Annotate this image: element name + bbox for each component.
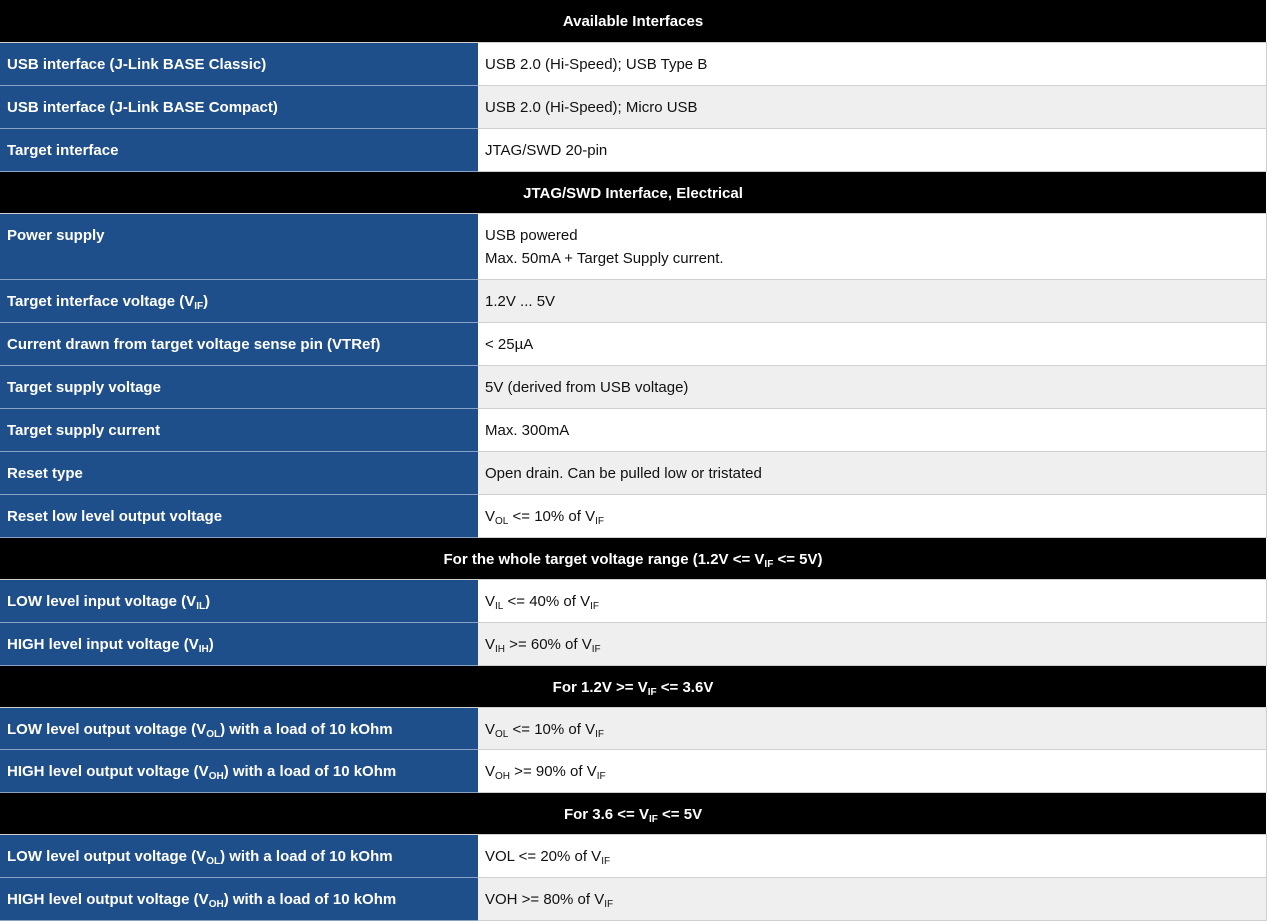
table-row <box>0 749 1266 792</box>
title-text: For 1.2V >= V <box>552 678 648 696</box>
section-header-jtag-swd-electrical <box>0 171 1266 213</box>
row-label: USB interface (J-Link BASE Classic) <box>0 42 478 85</box>
value-text: V <box>485 507 496 525</box>
table-row <box>0 85 1266 128</box>
title-subscript: IF <box>648 813 658 825</box>
value-subscript: IF <box>595 515 604 527</box>
row-label: Target supply voltage <box>0 365 478 408</box>
table-row <box>0 622 1266 665</box>
value-text: <= 10% of V <box>508 507 596 525</box>
row-label <box>0 622 478 665</box>
label-text: ) with a load of 10 kOhm <box>223 762 397 780</box>
label-subscript: IH <box>198 643 209 655</box>
section-title: JTAG/SWD Interface, Electrical <box>0 171 1266 213</box>
label-subscript: OH <box>208 770 224 782</box>
label-subscript: IF <box>194 300 204 312</box>
value-subscript: IF <box>604 898 614 910</box>
row-label: Target supply current <box>0 408 478 451</box>
row-label: Target interface <box>0 128 478 171</box>
value-text: V <box>485 762 496 780</box>
value-subscript: IF <box>590 600 599 612</box>
value-text: V <box>485 635 496 653</box>
value-subscript: IF <box>601 855 611 867</box>
row-label <box>0 834 478 877</box>
section-header-whole-voltage-range <box>0 537 1266 579</box>
row-value: USB 2.0 (Hi-Speed); USB Type B <box>478 42 1266 85</box>
table-row <box>0 408 1266 451</box>
label-text: ) <box>205 592 211 610</box>
row-label <box>0 279 478 322</box>
value-subscript: IF <box>596 770 606 782</box>
table-row <box>0 579 1266 622</box>
table-row <box>0 322 1266 365</box>
row-value: 1.2V ... 5V <box>478 279 1266 322</box>
label-subscript: IL <box>196 600 206 612</box>
row-label: Power supply <box>0 213 478 279</box>
value-text: >= 60% of V <box>505 635 592 653</box>
table-row <box>0 834 1266 877</box>
title-subscript: IF <box>764 558 774 570</box>
value-subscript: OH <box>495 770 511 782</box>
label-text: Target interface voltage (V <box>7 292 195 310</box>
value-text: >= 90% of V <box>510 762 597 780</box>
row-value: JTAG/SWD 20-pin <box>478 128 1266 171</box>
title-text: For the whole target voltage range (1.2V <= V <box>443 550 765 568</box>
row-value: USB 2.0 (Hi-Speed); Micro USB <box>478 85 1266 128</box>
title-text: <= 5V) <box>773 550 823 568</box>
label-text: HIGH level output voltage (V <box>7 890 209 908</box>
row-value <box>478 749 1266 792</box>
label-text: LOW level input voltage (V <box>7 592 197 610</box>
value-text: <= 10% of V <box>508 720 596 738</box>
table-row <box>0 128 1266 171</box>
label-text: ) with a load of 10 kOhm <box>220 847 393 865</box>
row-value: Max. 300mA <box>478 408 1266 451</box>
title-text: <= 5V <box>657 805 703 823</box>
label-subscript: OH <box>208 898 224 910</box>
row-value <box>478 622 1266 665</box>
section-title: Available Interfaces <box>0 0 1266 42</box>
label-text: ) <box>208 635 214 653</box>
section-header-1v2-to-3v6 <box>0 665 1266 707</box>
section-header-3v6-to-5v <box>0 792 1266 834</box>
row-value: Open drain. Can be pulled low or tristated <box>478 451 1266 494</box>
table-row <box>0 213 1266 279</box>
row-label <box>0 707 478 749</box>
row-label <box>0 579 478 622</box>
value-text: V <box>485 720 496 738</box>
row-label: USB interface (J-Link BASE Compact) <box>0 85 478 128</box>
section-title <box>0 792 1266 834</box>
title-text: For 3.6 <= V <box>563 805 649 823</box>
row-value <box>478 579 1266 622</box>
label-text: LOW level output voltage (V <box>7 720 207 738</box>
label-text: HIGH level input voltage (V <box>7 635 199 653</box>
row-value: 5V (derived from USB voltage) <box>478 365 1266 408</box>
row-value <box>478 877 1266 920</box>
row-label <box>0 749 478 792</box>
table-row <box>0 279 1266 322</box>
value-line: USB powered <box>485 226 578 244</box>
row-value: < 25µA <box>478 322 1266 365</box>
table-row <box>0 42 1266 85</box>
value-subscript: IL <box>495 600 504 612</box>
label-subscript: OL <box>206 728 221 740</box>
value-subscript: IH <box>495 643 506 655</box>
title-text: <= 3.6V <box>656 678 714 696</box>
row-label: Reset low level output voltage <box>0 494 478 537</box>
label-subscript: OL <box>206 855 221 867</box>
section-title <box>0 665 1266 707</box>
value-subscript: IF <box>591 643 601 655</box>
value-text: VOH >= 80% of V <box>485 890 605 908</box>
table-row <box>0 365 1266 408</box>
row-label: Reset type <box>0 451 478 494</box>
label-text: HIGH level output voltage (V <box>7 762 209 780</box>
value-subscript: OL <box>495 515 509 527</box>
value-text: <= 40% of V <box>503 592 591 610</box>
row-label <box>0 877 478 920</box>
row-label: Current drawn from target voltage sense pin (VTRef) <box>0 322 478 365</box>
section-title <box>0 537 1266 579</box>
value-text: VOL <= 20% of V <box>485 847 602 865</box>
value-line: Max. 50mA + Target Supply current. <box>485 249 724 267</box>
row-value <box>478 494 1266 537</box>
table-row <box>0 494 1266 537</box>
table-row <box>0 707 1266 749</box>
row-value <box>478 213 1266 279</box>
value-text: V <box>485 592 496 610</box>
table-row <box>0 451 1266 494</box>
label-text: ) <box>203 292 209 310</box>
section-header-available-interfaces <box>0 0 1266 42</box>
row-value <box>478 707 1266 749</box>
label-text: ) with a load of 10 kOhm <box>220 720 393 738</box>
value-subscript: OL <box>495 728 509 740</box>
table-row <box>0 877 1266 920</box>
title-subscript: IF <box>647 686 657 698</box>
label-text: ) with a load of 10 kOhm <box>223 890 397 908</box>
value-subscript: IF <box>595 728 604 740</box>
row-value <box>478 834 1266 877</box>
label-text: LOW level output voltage (V <box>7 847 207 865</box>
